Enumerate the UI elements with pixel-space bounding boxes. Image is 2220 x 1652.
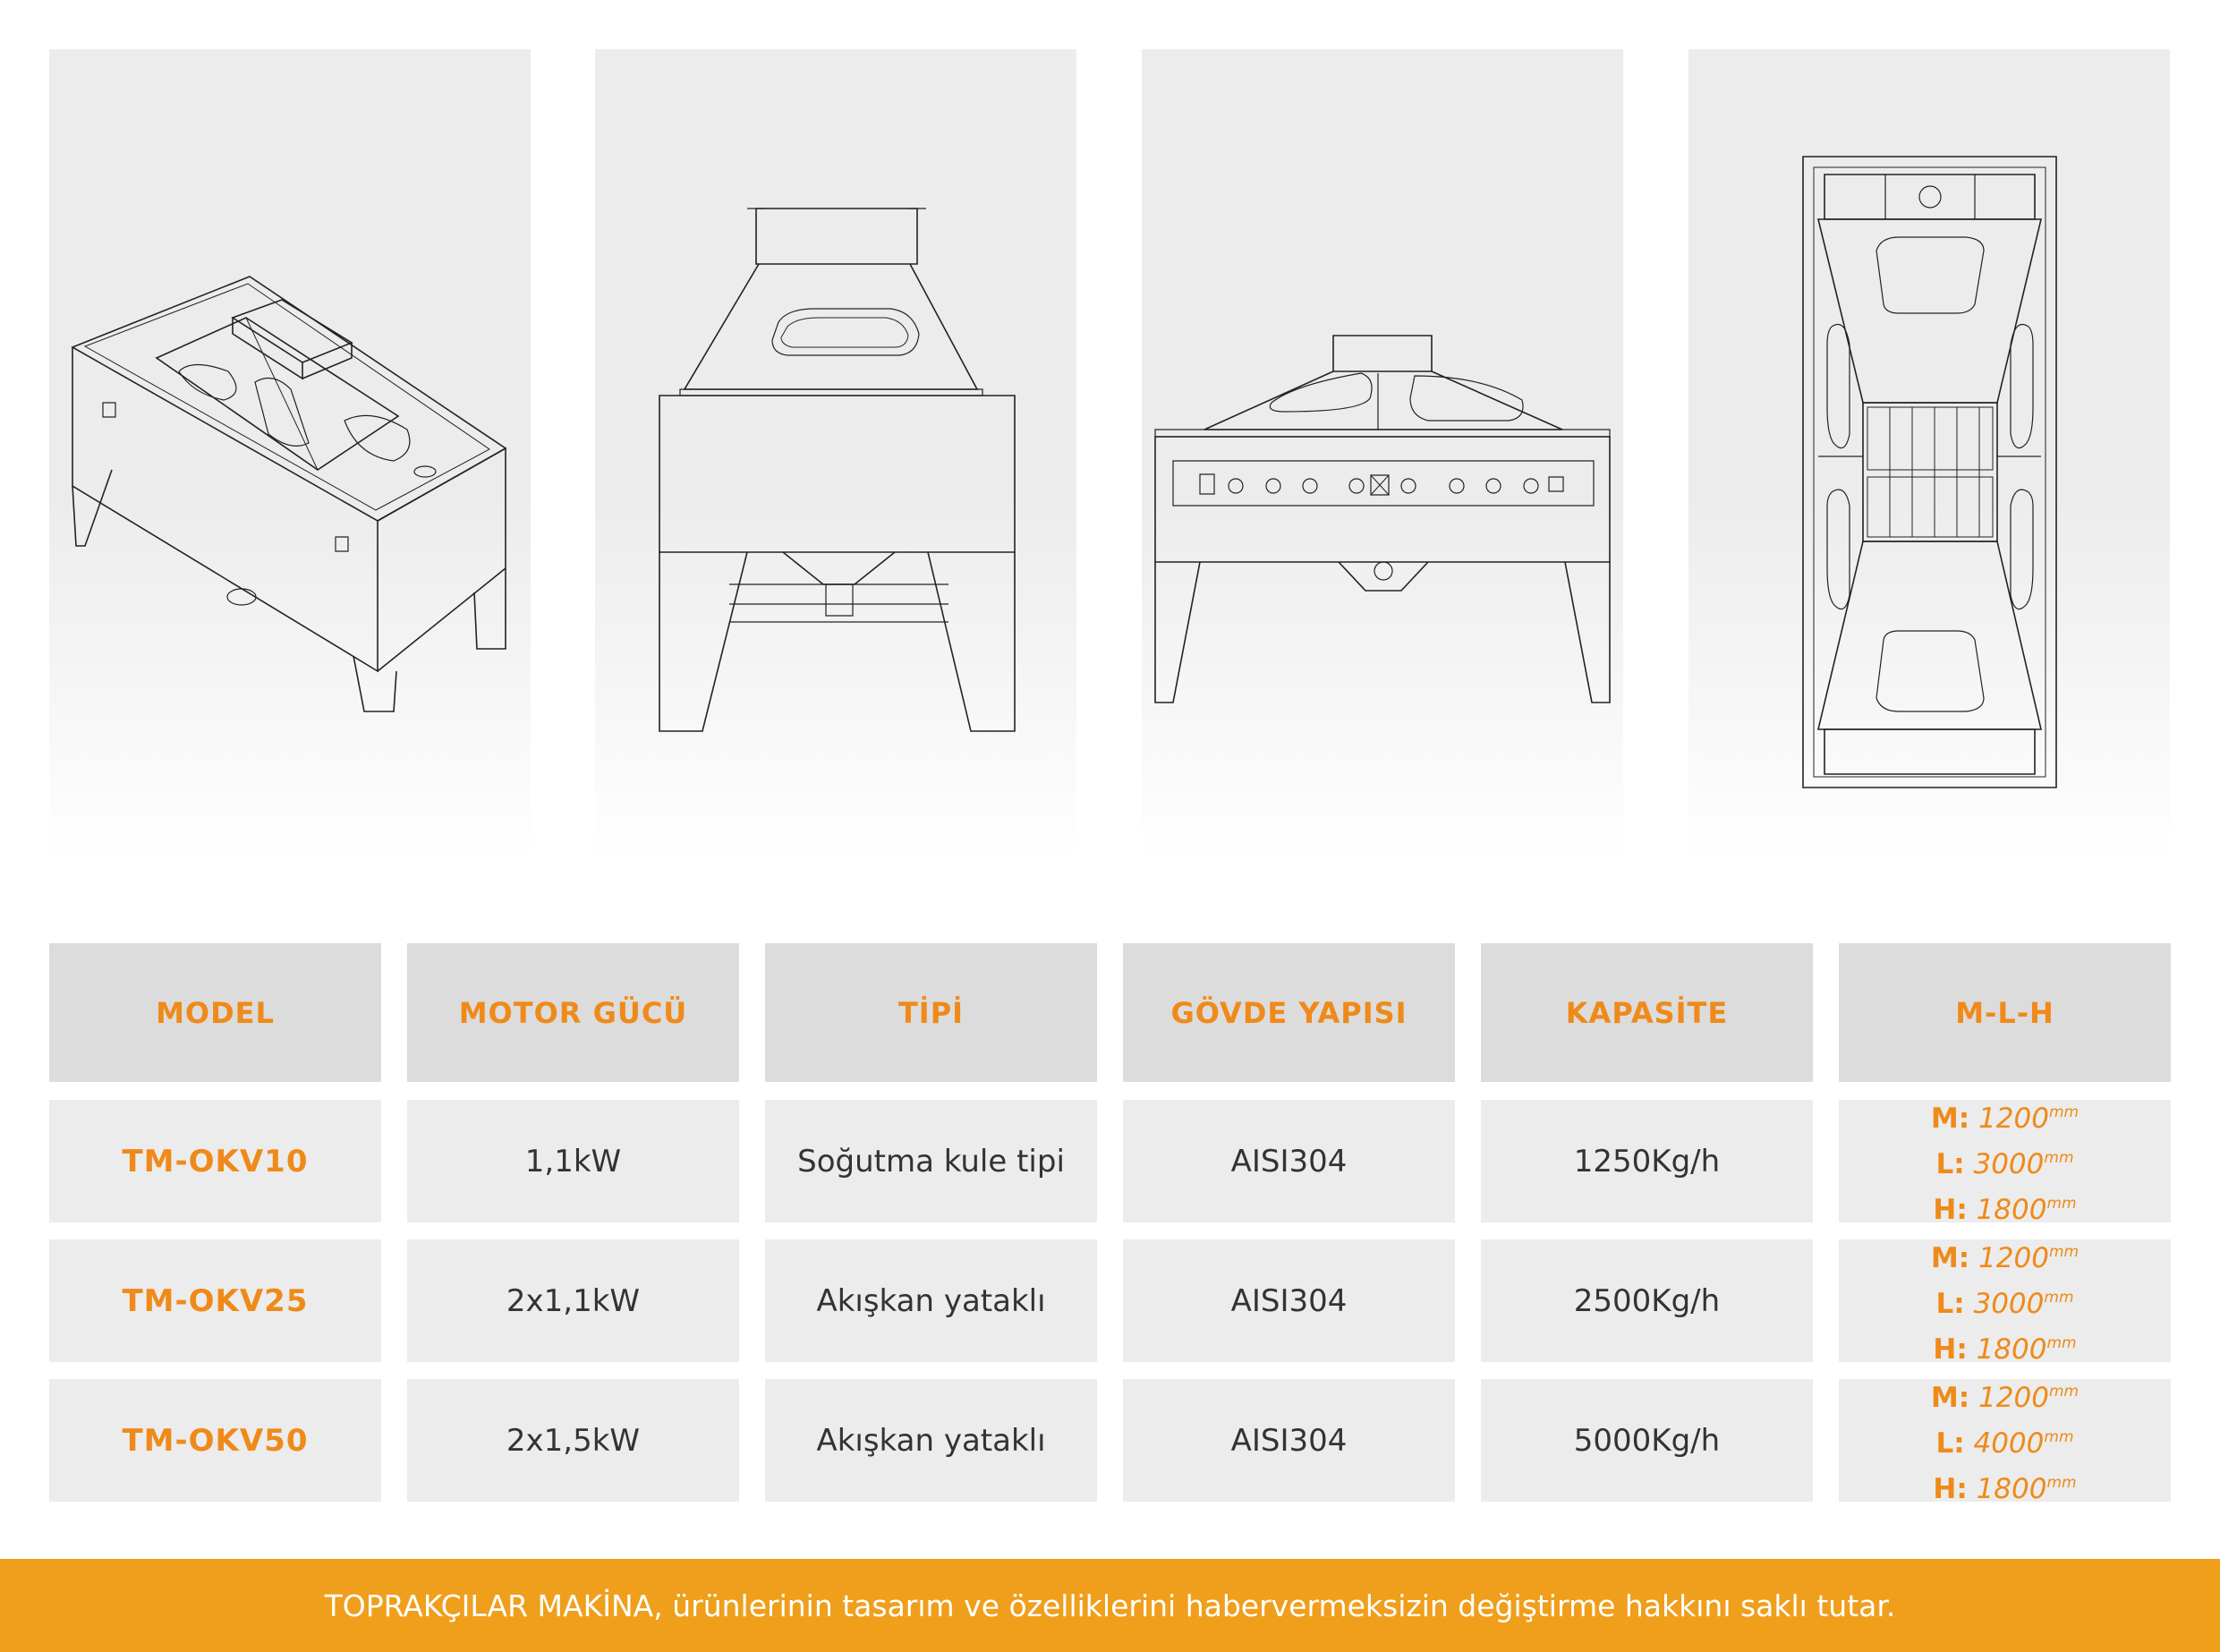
row-1-body [1123,1100,1455,1222]
header-capacity [1481,943,1813,1082]
row-2-model [49,1239,381,1362]
header-capacity-label: KAPASİTE [1565,995,1729,1030]
row-3-motor [407,1379,739,1502]
footer-disclaimer-text: TOPRAKÇILAR MAKİNA, ürünlerinin tasarım ve özelliklerini habervermeksizin değiştirme hakkını saklı tutar. [324,1588,1896,1623]
dimension-m: M: $1200^{mm}$ [1930,1103,2080,1135]
type-value: Akışkan yataklı [816,1282,1046,1319]
row-1-model [49,1100,381,1222]
header-body-structure-label: GÖVDE YAPISI [1170,995,1408,1030]
row-2-capacity [1481,1239,1813,1362]
row-2-dimensions [1839,1239,2171,1366]
row-1-capacity [1481,1100,1813,1222]
model-name: TM-OKV25 [122,1282,309,1319]
model-name: TM-OKV50 [122,1422,309,1459]
motor-power-value: 2x1,1kW [506,1282,641,1319]
header-dimensions-label: M-L-H [1955,995,2054,1030]
isometric-view-panel [49,49,531,859]
header-body-structure [1123,943,1455,1082]
front-view-panel [595,49,1076,859]
dimension-l: L: $3000^{mm}$ [1935,1288,2074,1320]
header-motor-power [407,943,739,1082]
dimension-h: H: $1800^{mm}$ [1933,1473,2077,1505]
front-view-drawing [595,49,1076,859]
header-model-label: MODEL [156,995,275,1030]
row-3-dimensions [1839,1379,2171,1505]
row-1-type [765,1100,1097,1222]
body-value: AISI304 [1230,1143,1348,1179]
dimension-m: M: $1200^{mm}$ [1930,1382,2080,1414]
capacity-value: 2500Kg/h [1573,1282,1721,1319]
row-3-capacity [1481,1379,1813,1502]
row-1-dimensions [1839,1100,2171,1226]
row-2-type [765,1239,1097,1362]
dimension-h: H: $1800^{mm}$ [1933,1194,2077,1226]
header-type [765,943,1097,1082]
header-type-label: TİPİ [897,995,965,1030]
body-value: AISI304 [1230,1422,1348,1459]
row-2-body [1123,1239,1455,1362]
header-model [49,943,381,1082]
top-view-drawing [1688,49,2170,859]
isometric-view-drawing [49,49,531,859]
row-3-body [1123,1379,1455,1502]
capacity-value: 5000Kg/h [1573,1422,1721,1459]
header-dimensions [1839,943,2171,1082]
row-3-type [765,1379,1097,1502]
side-view-panel [1142,49,1623,859]
row-3-model [49,1379,381,1502]
dimension-h: H: $1800^{mm}$ [1933,1333,2077,1366]
top-view-panel [1688,49,2170,859]
side-view-drawing [1142,49,1623,859]
type-value: Akışkan yataklı [816,1422,1046,1459]
type-value: Soğutma kule tipi [797,1143,1065,1179]
capacity-value: 1250Kg/h [1573,1143,1721,1179]
dimension-m: M: $1200^{mm}$ [1930,1242,2080,1274]
body-value: AISI304 [1230,1282,1348,1319]
motor-power-value: 1,1kW [524,1143,622,1179]
motor-power-value: 2x1,5kW [506,1422,641,1459]
dimension-l: L: $3000^{mm}$ [1935,1148,2074,1180]
footer-disclaimer-bar [0,1559,2220,1652]
dimension-l: L: $4000^{mm}$ [1935,1427,2074,1460]
model-name: TM-OKV10 [122,1143,309,1179]
row-1-motor [407,1100,739,1222]
row-2-motor [407,1239,739,1362]
header-motor-power-label: MOTOR GÜCÜ [458,995,688,1030]
